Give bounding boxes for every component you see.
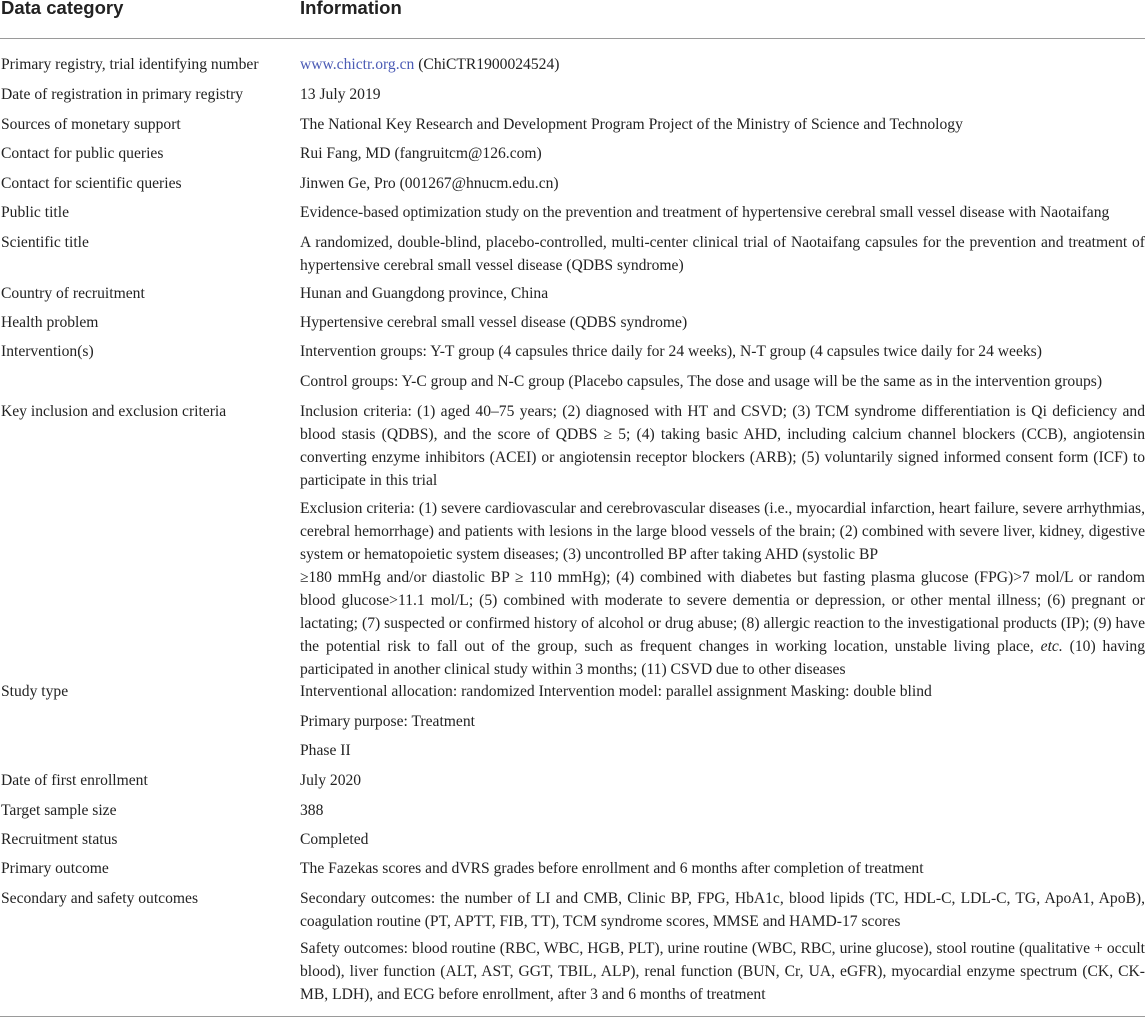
row-label-registration-date: Date of registration in primary registry — [1, 86, 244, 103]
registry-link[interactable]: www.chictr.org.cn — [300, 56, 415, 73]
row-label-primary-outcome: Primary outcome — [1, 860, 109, 877]
exclusion-text-post: (10) having participated in another clinical study within 3 months; (11) CSVD due to other diseases — [300, 638, 1145, 678]
header-data-category: Data category — [1, 0, 124, 18]
row-label-secondary-safety: Secondary and safety outcomes — [1, 890, 199, 907]
row-info-study-type: Interventional allocation: randomized Intervention model: parallel assignment Masking: double blind — [300, 683, 932, 700]
row-info-sample-size: 388 — [300, 802, 324, 819]
row-label-health-problem: Health problem — [1, 314, 99, 331]
row-label-public-contact: Contact for public queries — [1, 145, 164, 162]
row-info-public-title: Evidence-based optimization study on the prevention and treatment of hypertensive cerebral small vessel disease with Naotaifang — [300, 204, 1110, 221]
exclusion-text-pre: ≥180 mmHg and/or diastolic BP ≥ 110 mmHg); (4) combined with diabetes but fasting plasma glucose (FPG)>7 mol/L or random blood glucose>11.1 mol/L; (5) combined with moderate to severe dementia or depression, or other mental illness; (6) pregnant or lactating; (7) suspected or confirmed history of alcohol or drug abuse; (8) allergic reaction to the investigational products (IP); (9) have the potential risk to fall out of the group, such as frequent changes in working location, unstable living place, — [300, 569, 1145, 655]
row-label-study-type: Study type — [1, 683, 69, 700]
row-info-scientific-contact: Jinwen Ge, Pro (001267@hnucm.edu.cn) — [300, 175, 559, 192]
table-header — [0, 0, 1145, 39]
row-info-safety-outcomes: Safety outcomes: blood routine (RBC, WBC, HGB, PLT), urine routine (WBC, RBC, urine glucose), stool routine (qualitative + occult blood), liver function (ALT, AST, GGT, TBIL, ALP), renal function (BUN, Cr, UA, eGFR), myocardial enzyme spectrum (CK, CK-MB, LDH), and ECG before enrollment, after 3 and 6 months of treatment — [300, 940, 1145, 1003]
row-info-first-enrollment: July 2020 — [300, 772, 362, 789]
row-info-primary-outcome: The Fazekas scores and dVRS grades before enrollment and 6 months after completion of treatment — [300, 860, 924, 877]
row-label-sample-size: Target sample size — [1, 802, 117, 819]
trial-id: (ChiCTR1900024524) — [414, 56, 560, 73]
row-label-country: Country of recruitment — [1, 285, 145, 302]
row-info-primary-purpose: Primary purpose: Treatment — [300, 713, 475, 730]
row-info-exclusion-criteria: Exclusion criteria: (1) severe cardiovascular and cerebrovascular diseases (i.e., myocardial infarction, heart failure, severe arrhythmias, cerebral hemorrhage) and patients with lesions in the large blood vessels of the brain; (2) combined with severe liver, kidney, digestive system or hematopoietic system diseases; (3) uncontrolled BP after taking AHD (systolic BP — [300, 500, 1145, 563]
row-info-country: Hunan and Guangdong province, China — [300, 285, 549, 302]
exclusion-text-etc: etc. — [1040, 638, 1063, 655]
row-info-control-groups: Control groups: Y-C group and N-C group (Placebo capsules, The dose and usage will be the same as in the intervention groups) — [300, 373, 1103, 390]
row-label-recruitment-status: Recruitment status — [1, 831, 118, 848]
row-label-scientific-contact: Contact for scientific queries — [1, 175, 182, 192]
row-info-recruitment-status: Completed — [300, 831, 369, 848]
row-info-phase: Phase II — [300, 742, 351, 759]
row-label-first-enrollment: Date of first enrollment — [1, 772, 148, 789]
row-label-monetary-support: Sources of monetary support — [1, 116, 181, 133]
row-label-public-title: Public title — [1, 204, 70, 221]
row-info-intervention-groups: Intervention groups: Y-T group (4 capsules thrice daily for 24 weeks), N-T group (4 capsules twice daily for 24 weeks) — [300, 343, 1042, 360]
row-info-health-problem: Hypertensive cerebral small vessel disease (QDBS syndrome) — [300, 314, 688, 331]
row-label-interventions: Intervention(s) — [1, 343, 94, 360]
row-info-secondary-outcomes: Secondary outcomes: the number of LI and CMB, Clinic BP, FPG, HbA1c, blood lipids (TC, HDL-C, LDL-C, TG, ApoA1, ApoB), coagulation routine (PT, APTT, FIB, TT), TCM syndrome scores, MMSE and HAMD-17 scores — [300, 890, 1145, 930]
row-label-scientific-title: Scientific title — [1, 234, 89, 251]
header-information: Information — [300, 0, 402, 18]
row-info-public-contact: Rui Fang, MD (fangruitcm@126.com) — [300, 145, 542, 162]
row-label-criteria: Key inclusion and exclusion criteria — [1, 403, 227, 420]
row-info-registration-date: 13 July 2019 — [300, 86, 381, 103]
row-label-primary-registry: Primary registry, trial identifying number — [1, 56, 259, 73]
row-info-inclusion-criteria: Inclusion criteria: (1) aged 40–75 years; (2) diagnosed with HT and CSVD; (3) TCM syndrome differentiation is Qi deficiency and blood stasis (QDBS), and the score of QDBS ≥ 5; (4) taking basic AHD, including calcium channel blockers (CCB), angiotensin converting enzyme inhibitors (ACEI) or angiotensin receptor blockers (ARB); (5) voluntarily signed informed consent form (ICF) to participate in this trial — [300, 403, 1145, 489]
row-info-scientific-title: A randomized, double-blind, placebo-controlled, multi-center clinical trial of Naotaifang capsules for the prevention and treatment of hypertensive cerebral small vessel disease (QDBS syndrome) — [300, 234, 1145, 274]
row-info-primary-registry — [300, 53, 1145, 76]
table-bottom-rule — [0, 1016, 1145, 1017]
row-info-exclusion-criteria-cont — [300, 566, 1145, 681]
row-info-monetary-support: The National Key Research and Development Program Project of the Ministry of Science and Technology — [300, 116, 963, 133]
